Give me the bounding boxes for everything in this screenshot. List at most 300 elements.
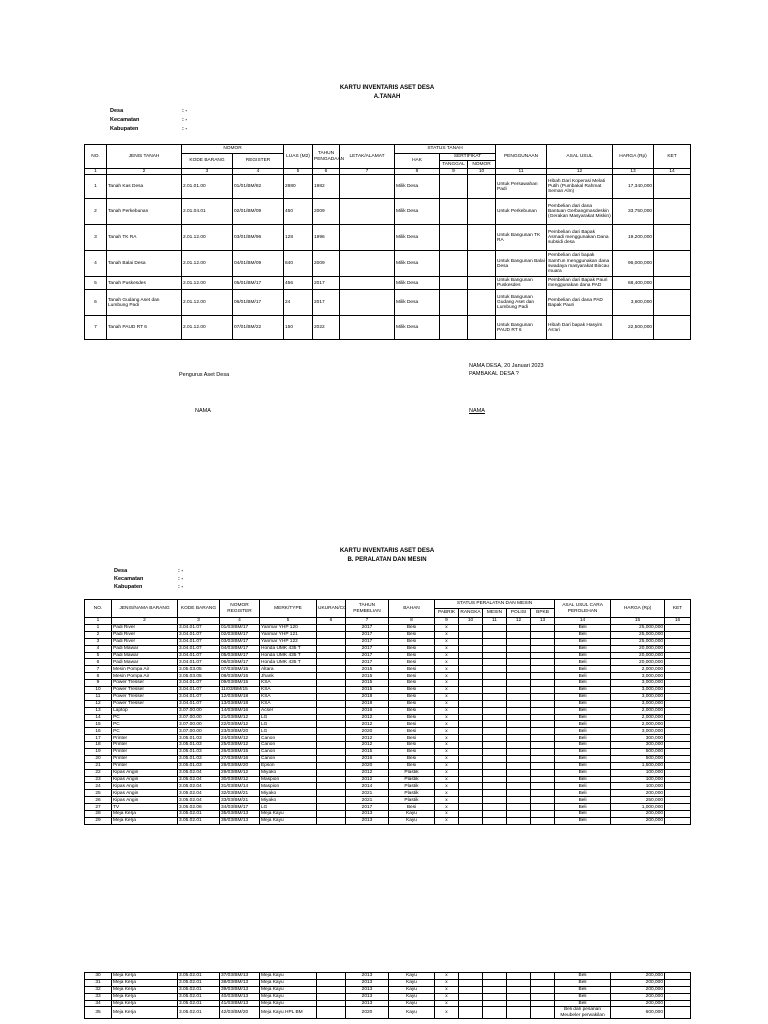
info-value-kecamatan: : -	[178, 576, 184, 582]
cell-register: 05/01/BM/17	[233, 277, 284, 290]
cell-ket	[665, 790, 691, 797]
cell-jenis: Kipas Angin	[112, 790, 178, 797]
cell-bpkb	[531, 728, 555, 735]
cell-tahun: 2017	[346, 804, 389, 811]
cell-jenis: Kipas Angin	[112, 797, 178, 804]
table-row	[85, 1000, 691, 1007]
cell-kode: 3.04.01.07	[178, 631, 220, 638]
cell-rangka	[459, 652, 483, 659]
cell-register: 08/03/BM/15	[220, 673, 260, 680]
cell-jenis: Laptop	[112, 707, 178, 714]
cell-bpkb	[531, 721, 555, 728]
cell-polisi	[507, 973, 531, 980]
cell-register: 06/01/BM/17	[233, 290, 284, 316]
doc-subtitle: B. PERALATAN DAN MESIN	[347, 557, 427, 563]
doc-subtitle: A.TANAH	[373, 94, 401, 100]
cell-asal: Beli	[555, 728, 611, 735]
cell-pabrik: x	[435, 645, 459, 652]
cell-tahun: 2015	[346, 680, 389, 687]
cell-rangka	[459, 742, 483, 749]
peralatan-table	[84, 599, 691, 825]
cell-harga: 25,000,000	[611, 631, 665, 638]
cell-harga: 250,000	[611, 797, 665, 804]
info-label-kecamatan: Kecamatan	[114, 576, 144, 582]
cell-pabrik: x	[435, 735, 459, 742]
cell-no: 26	[85, 797, 112, 804]
cell-bpkb	[531, 638, 555, 645]
cell-tahun: 2020	[346, 762, 389, 769]
col-header-nomor: NOMOR	[182, 145, 284, 154]
cell-polisi	[507, 721, 531, 728]
cell-harga: 3,000,000	[611, 680, 665, 687]
cell-bahan: Besi	[389, 749, 435, 756]
cell-asal: Beli	[555, 762, 611, 769]
cell-polisi	[507, 993, 531, 1000]
cell-jenis: Meja Kerja	[112, 979, 178, 986]
cell-tahun: 2018	[346, 693, 389, 700]
cell-asal: Beli	[555, 735, 611, 742]
cell-register: 02/03/BM/17	[220, 631, 260, 638]
cell-register: 28/03/BM/20	[220, 762, 260, 769]
cell-asal: Pembelian dari bapak Samt'un menggunakan dana swadaya masyarakat Bincau muara	[547, 251, 613, 277]
cell-asal: Hibah Dari Koperasi Melati Putih (Pumbakal Rahmat Seman Alm)	[547, 175, 613, 199]
cell-jenis: Power Tresser	[112, 700, 178, 707]
cell-asal: Beli	[555, 721, 611, 728]
cell-hak: Milik Desa	[395, 225, 440, 251]
cell-rangka	[459, 707, 483, 714]
col-header-bahan: BAHAN	[389, 600, 435, 618]
cell-register: 31/03/BM/14	[220, 783, 260, 790]
cell-bahan: Besi	[389, 721, 435, 728]
cell-no: 32	[85, 986, 112, 993]
cell-bahan: Kayu	[389, 1000, 435, 1007]
cell-kode: 3.05.02.04	[178, 776, 220, 783]
cell-ukuran	[317, 790, 346, 797]
cell-asal: Beli	[555, 659, 611, 666]
cell-tanggal	[440, 290, 468, 316]
cell-nomor	[468, 277, 496, 290]
cell-kode: 3.05.01.03	[178, 742, 220, 749]
cell-ket	[665, 735, 691, 742]
col-header-harga: HARGA (Rp)	[613, 145, 654, 169]
info-value-kabupaten: : -	[182, 126, 188, 132]
cell-hak: Milik Desa	[395, 277, 440, 290]
cell-bahan: Kayu	[389, 811, 435, 818]
cell-no: 17	[85, 735, 112, 742]
cell-harga: 3,000,000	[611, 728, 665, 735]
cell-ket	[665, 755, 691, 762]
col-number: 10	[468, 169, 496, 175]
cell-register: 11/03/BM/15	[220, 687, 260, 694]
cell-asal: Pembelian dari dana PAD Bapak Pauri	[547, 290, 613, 316]
cell-bpkb	[531, 749, 555, 756]
cell-jenis: Tanah TK RA	[107, 225, 182, 251]
cell-pabrik: x	[435, 749, 459, 756]
cell-jenis: Printer	[112, 762, 178, 769]
cell-bpkb	[531, 625, 555, 632]
cell-tahun: 2020	[346, 728, 389, 735]
cell-ukuran	[317, 993, 346, 1000]
cell-harga: 2,000,000	[611, 707, 665, 714]
cell-kode: 3.05.02.04	[178, 783, 220, 790]
cell-ket	[665, 666, 691, 673]
cell-bpkb	[531, 993, 555, 1000]
cell-ket	[665, 707, 691, 714]
cell-bahan: Besi	[389, 735, 435, 742]
cell-merk: Yanmar YHP 121	[260, 631, 317, 638]
cell-asal: Beli	[555, 749, 611, 756]
cell-rangka	[459, 755, 483, 762]
cell-kode: 3.04.01.07	[178, 693, 220, 700]
cell-mesin	[483, 631, 507, 638]
cell-ukuran	[317, 986, 346, 993]
cell-bpkb	[531, 673, 555, 680]
cell-ket	[665, 728, 691, 735]
cell-polisi	[507, 979, 531, 986]
cell-tahun: 2012	[346, 721, 389, 728]
table-row	[85, 645, 691, 652]
cell-asal: Beli	[555, 652, 611, 659]
cell-asal: Beli	[555, 631, 611, 638]
cell-harga: 3,000,000	[611, 693, 665, 700]
cell-merk: LG	[260, 728, 317, 735]
cell-tahun: 2017	[346, 645, 389, 652]
table-row	[85, 1007, 691, 1018]
cell-harga: 500,000	[611, 749, 665, 756]
cell-register: 12/03/BM/18	[220, 693, 260, 700]
col-number: 14	[555, 618, 611, 625]
cell-no: 16	[85, 728, 112, 735]
cell-ukuran	[317, 817, 346, 824]
cell-harga: 2,000,000	[611, 666, 665, 673]
cell-tahun: 2009	[313, 251, 340, 277]
cell-nomor	[468, 251, 496, 277]
cell-mesin	[483, 776, 507, 783]
cell-jenis: Padi Mawar	[112, 652, 178, 659]
cell-tahun: 2020	[346, 1007, 389, 1018]
cell-ukuran	[317, 666, 346, 673]
cell-merk: Acser	[260, 707, 317, 714]
cell-mesin	[483, 687, 507, 694]
cell-pabrik: x	[435, 762, 459, 769]
cell-kode: 3.05.02.01	[178, 1000, 220, 1007]
cell-asal: Beli	[555, 755, 611, 762]
cell-asal: Beli	[555, 986, 611, 993]
cell-jenis: Kipas Angin	[112, 783, 178, 790]
cell-asal: Beli	[555, 693, 611, 700]
cell-no: 4	[85, 251, 107, 277]
table-row	[85, 783, 691, 790]
cell-bpkb	[531, 714, 555, 721]
col-number: 12	[547, 169, 613, 175]
cell-no: 5	[85, 277, 107, 290]
cell-no: 34	[85, 1000, 112, 1007]
cell-bahan: Plastik	[389, 769, 435, 776]
cell-kode: 3.04.01.07	[178, 659, 220, 666]
cell-letak	[340, 290, 395, 316]
col-number: 3	[182, 169, 233, 175]
cell-asal: Beli	[555, 804, 611, 811]
cell-bpkb	[531, 707, 555, 714]
col-number: 8	[395, 169, 440, 175]
cell-asal: Beli	[555, 811, 611, 818]
table-row	[85, 979, 691, 986]
signature-name-left: NAMA	[195, 408, 211, 414]
cell-asal: Beli	[555, 973, 611, 980]
info-value-kabupaten: : -	[178, 584, 184, 590]
col-number: 16	[665, 618, 691, 625]
cell-bahan: Besi	[389, 680, 435, 687]
cell-no: 35	[85, 1007, 112, 1018]
cell-merk: LG	[260, 721, 317, 728]
cell-bpkb	[531, 783, 555, 790]
cell-polisi	[507, 652, 531, 659]
col-header-merk: MERK/TYPE	[260, 600, 317, 618]
cell-pabrik: x	[435, 659, 459, 666]
cell-pabrik: x	[435, 1000, 459, 1007]
cell-ket	[665, 714, 691, 721]
table-row	[85, 993, 691, 1000]
table-row	[85, 790, 691, 797]
cell-pabrik: x	[435, 625, 459, 632]
cell-kode: 3.05.02.01	[178, 1007, 220, 1018]
cell-harga: 19,200,000	[613, 225, 654, 251]
info-value-desa: : -	[182, 108, 188, 114]
cell-polisi	[507, 659, 531, 666]
cell-merk: Honda UMK 435 T	[260, 645, 317, 652]
cell-ukuran	[317, 762, 346, 769]
cell-ket	[665, 700, 691, 707]
cell-tahun: 2009	[313, 199, 340, 225]
cell-ukuran	[317, 783, 346, 790]
cell-mesin	[483, 707, 507, 714]
table-row	[85, 973, 691, 980]
cell-jenis: PC	[112, 714, 178, 721]
col-number: 6	[317, 618, 346, 625]
cell-ket	[665, 742, 691, 749]
cell-no: 29	[85, 817, 112, 824]
cell-rangka	[459, 687, 483, 694]
cell-ukuran	[317, 693, 346, 700]
cell-mesin	[483, 790, 507, 797]
cell-mesin	[483, 811, 507, 818]
col-header-no: NO.	[85, 145, 107, 169]
cell-ukuran	[317, 735, 346, 742]
table-row	[85, 225, 691, 251]
cell-jenis: Meja Kerja	[112, 817, 178, 824]
cell-jenis: Tanah PAUD RT 6	[107, 316, 182, 340]
cell-bpkb	[531, 790, 555, 797]
cell-jenis: Kipas Angin	[112, 776, 178, 783]
cell-polisi	[507, 1000, 531, 1007]
cell-jenis: Meja Kerja	[112, 1007, 178, 1018]
cell-pabrik: x	[435, 1007, 459, 1018]
cell-pabrik: x	[435, 776, 459, 783]
cell-register: 39/03/BM/13	[220, 986, 260, 993]
col-header-sertifikat: SERTIFIKAT	[440, 154, 496, 161]
cell-bahan: Besi	[389, 659, 435, 666]
cell-register: 24/03/BM/12	[220, 735, 260, 742]
cell-pabrik: x	[435, 693, 459, 700]
cell-pabrik: x	[435, 707, 459, 714]
cell-merk: LG	[260, 804, 317, 811]
cell-jenis: Padi Mawar	[112, 645, 178, 652]
cell-harga: 20,000,000	[611, 645, 665, 652]
col-header-mesin: MESIN	[483, 609, 507, 618]
cell-bahan: Besi	[389, 673, 435, 680]
cell-asal: Beli	[555, 979, 611, 986]
cell-mesin	[483, 804, 507, 811]
cell-bpkb	[531, 811, 555, 818]
cell-tahun: 2017	[346, 638, 389, 645]
cell-register: 01/01/BM/82	[233, 175, 284, 199]
cell-ukuran	[317, 769, 346, 776]
cell-register: 33/03/BM/21	[220, 797, 260, 804]
cell-harga: 200,000	[611, 993, 665, 1000]
cell-mesin	[483, 714, 507, 721]
cell-tahun: 2021	[346, 790, 389, 797]
cell-rangka	[459, 693, 483, 700]
cell-ukuran	[317, 659, 346, 666]
cell-mesin	[483, 680, 507, 687]
cell-merk: Canon	[260, 742, 317, 749]
cell-ket	[665, 645, 691, 652]
cell-luas: 450	[284, 199, 313, 225]
table-row	[85, 277, 691, 290]
cell-penggunaan: Untuk Bangunan Gudang Aset dan Lumbung Padi	[496, 290, 547, 316]
cell-pabrik: x	[435, 638, 459, 645]
cell-bahan: Besi	[389, 645, 435, 652]
cell-kode: 3.04.01.07	[178, 625, 220, 632]
cell-asal: Beli	[555, 742, 611, 749]
col-number: 6	[313, 169, 340, 175]
cell-asal: Beli	[555, 817, 611, 824]
cell-tahun: 2016	[346, 755, 389, 762]
cell-pabrik: x	[435, 783, 459, 790]
cell-ket	[665, 804, 691, 811]
cell-bahan: Plastik	[389, 790, 435, 797]
cell-mesin	[483, 625, 507, 632]
cell-asal: Beli	[555, 1000, 611, 1007]
cell-pabrik: x	[435, 631, 459, 638]
cell-ket	[665, 749, 691, 756]
cell-register: 05/03/BM/17	[220, 652, 260, 659]
cell-jenis: Mesin Pompa Air	[112, 673, 178, 680]
cell-merk: Meja Kayu	[260, 973, 317, 980]
cell-no: 1	[85, 625, 112, 632]
cell-mesin	[483, 973, 507, 980]
cell-pabrik: x	[435, 790, 459, 797]
cell-harga: 22,500,000	[613, 316, 654, 340]
cell-tahun: 1982	[313, 175, 340, 199]
cell-mesin	[483, 1007, 507, 1018]
table-row	[85, 687, 691, 694]
table-row	[85, 714, 691, 721]
cell-ukuran	[317, 687, 346, 694]
cell-pabrik: x	[435, 687, 459, 694]
cell-rangka	[459, 762, 483, 769]
cell-bahan: Kayu	[389, 817, 435, 824]
table-row	[85, 707, 691, 714]
cell-tahun: 2012	[346, 776, 389, 783]
col-header-status: STATUS TANAH	[395, 145, 496, 154]
cell-ukuran	[317, 797, 346, 804]
cell-penggunaan: Untuk Persawahan Padi	[496, 175, 547, 199]
cell-merk: Canon	[260, 749, 317, 756]
cell-register: 23/03/BM/20	[220, 728, 260, 735]
cell-pabrik: x	[435, 804, 459, 811]
cell-bpkb	[531, 1000, 555, 1007]
cell-luas: 456	[284, 277, 313, 290]
cell-bahan: Besi	[389, 742, 435, 749]
cell-asal: Beli	[555, 700, 611, 707]
cell-ket	[654, 199, 691, 225]
cell-mesin	[483, 693, 507, 700]
cell-ket	[665, 797, 691, 804]
cell-no: 14	[85, 714, 112, 721]
cell-nomor	[468, 316, 496, 340]
cell-merk: Meja Kayu	[260, 1000, 317, 1007]
cell-bahan: Besi	[389, 755, 435, 762]
cell-bpkb	[531, 797, 555, 804]
cell-rangka	[459, 1000, 483, 1007]
cell-ukuran	[317, 645, 346, 652]
cell-rangka	[459, 973, 483, 980]
cell-pabrik: x	[435, 755, 459, 762]
cell-bpkb	[531, 700, 555, 707]
cell-kode: 3.07.00.00	[178, 728, 220, 735]
cell-rangka	[459, 790, 483, 797]
cell-kode: 3.05.02.01	[178, 811, 220, 818]
cell-register: 34/03/BM/17	[220, 804, 260, 811]
cell-no: 11	[85, 693, 112, 700]
cell-mesin	[483, 721, 507, 728]
cell-no: 6	[85, 659, 112, 666]
cell-kode: 3.05.02.04	[178, 790, 220, 797]
cell-harga: 17,340,000	[613, 175, 654, 199]
cell-polisi	[507, 986, 531, 993]
cell-harga: 100,000	[611, 776, 665, 783]
cell-luas: 640	[284, 251, 313, 277]
col-number: 3	[178, 618, 220, 625]
col-header-ukuran: UKURAN/CC	[317, 600, 346, 618]
col-header-jenis: JENIS/NAMA BARANG	[112, 600, 178, 618]
cell-polisi	[507, 804, 531, 811]
cell-pabrik: x	[435, 769, 459, 776]
cell-bahan: Plastik	[389, 776, 435, 783]
cell-merk: Maspion	[260, 776, 317, 783]
cell-bpkb	[531, 769, 555, 776]
cell-polisi	[507, 687, 531, 694]
cell-harga: 3,000,000	[611, 673, 665, 680]
cell-luas: 2880	[284, 175, 313, 199]
cell-jenis: Meja Kerja	[112, 993, 178, 1000]
cell-bahan: Kayu	[389, 986, 435, 993]
cell-kode: 3.04.01.07	[178, 700, 220, 707]
cell-pabrik: x	[435, 973, 459, 980]
cell-no: 31	[85, 979, 112, 986]
info-label-kabupaten: Kabupaten	[114, 584, 143, 590]
cell-pabrik: x	[435, 742, 459, 749]
cell-kode: 3.05.02.01	[178, 817, 220, 824]
col-number: 12	[507, 618, 531, 625]
cell-tahun: 2017	[346, 631, 389, 638]
cell-ket	[665, 721, 691, 728]
col-number: 10	[459, 618, 483, 625]
table-row	[85, 652, 691, 659]
cell-merk: KSA	[260, 693, 317, 700]
cell-bpkb	[531, 742, 555, 749]
